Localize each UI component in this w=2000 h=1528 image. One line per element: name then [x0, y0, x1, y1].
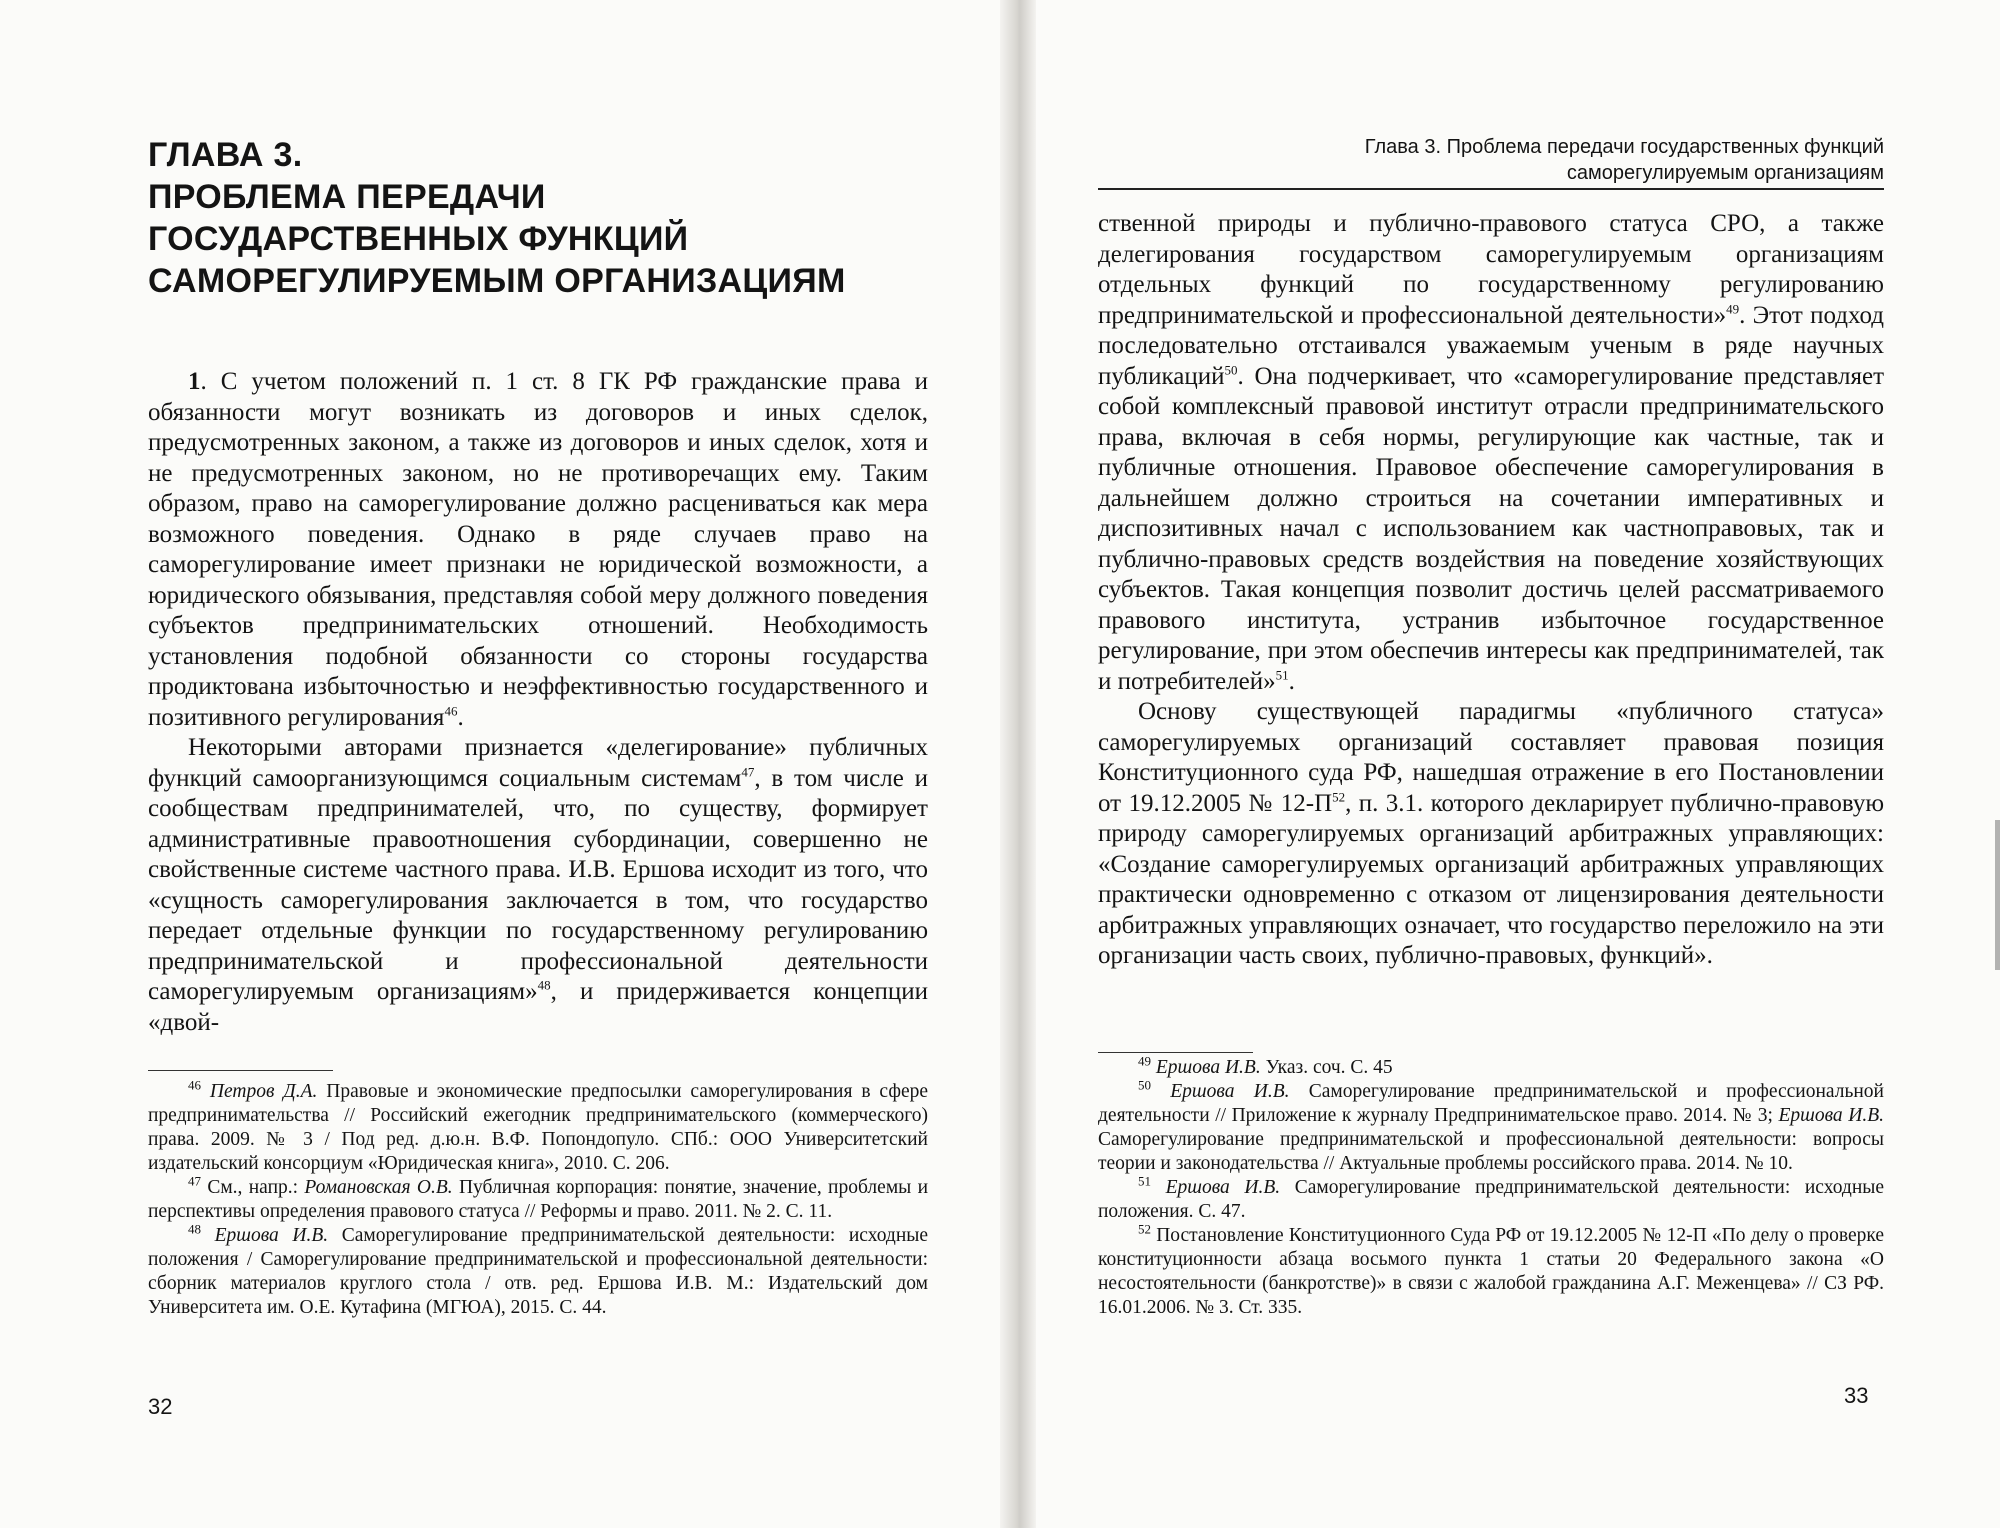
footnote-divider: [1098, 1052, 1253, 1053]
paragraph-text: , в том числе и сообществам предпринимателей, что, по существу, формирует административные правоотношения субординации, совершенно не свойственные системе частного права. И.В. Ершова исходит из того, что «сущность саморегулирования заключается в том, что государство передает отдельные функции по государственному регулированию предпринимательской и профессиональной деятельности саморегулируемым организациям»: [148, 764, 928, 1005]
paragraph-text: Некоторыми авторами признается «делегирование» публичных функций самоорганизующимся социальным системам: [148, 734, 928, 792]
body-paragraph: [148, 733, 928, 1038]
footnote: [1098, 1053, 1884, 1080]
footnote-number: 47: [188, 1173, 201, 1189]
footnote-text: Публичная корпорация: понятие, значение, проблемы и перспективы определения правового статуса // Реформы и право. 2011. № 2. С. 11.: [148, 1177, 929, 1222]
paragraph-text: , и придерживается концепции «двой-: [148, 978, 928, 1036]
footnote-ref[interactable]: 49: [1726, 301, 1740, 317]
footnote-number: 48: [188, 1221, 201, 1237]
footnote-text: Саморегулирование предпринимательской деятельности: исходные положения. С. 47.: [1098, 1177, 1885, 1222]
footnote-number: 46: [188, 1077, 201, 1093]
footnote-text: Указ. соч. С. 45: [1265, 1057, 1393, 1078]
right-footnotes: [1098, 1053, 1885, 1320]
footnote-author: Ершова И.В.: [1155, 1057, 1261, 1078]
footnote-ref[interactable]: 52: [1332, 789, 1346, 805]
paragraph-text: . С учетом положений п. 1 ст. 8 ГК РФ гражданские права и обязанности могут возникать из договоров и иных сделок, предусмотренных законом, а также из договоров и иных сделок, хотя и не предусмотренных законом, но не противоречащих ему. Таким образом, право на саморегулирование должно расцениваться как мера возможного поведения. Однако в ряде случаев право на саморегулирование имеет признаки не юридической возможности, а юридического обязывания, представляя собой меру должного поведения субъектов предпринимательских отношений. Необходимость установления подобной обязанности со стороны государства продиктована избыточностью и неэффективностью государственного и позитивного регулирования: [148, 368, 928, 731]
page-number: 32: [148, 1394, 173, 1419]
footnote-author: Ершова И.В.: [1170, 1081, 1290, 1102]
book-gutter: [1000, 0, 1036, 1528]
right-page: [1036, 0, 2000, 1528]
footnote: [148, 1221, 929, 1320]
left-footnotes: [148, 1077, 929, 1320]
footnote-text: Саморегулирование предпринимательской и профессиональной деятельности: вопросы теории и законодательства // Актуальные проблемы российского права. 2014. № 10.: [1098, 1129, 1884, 1174]
running-head-line: саморегулируемым организациям: [1566, 162, 1884, 184]
footnote-ref[interactable]: 51: [1275, 667, 1289, 683]
footnote-text: Правовые и экономические предпосылки саморегулирования в сфере предпринимательства // Российский ежегодник предпринимательского (коммерческого) права. 2009. № 3 / Под ред. д.ю.н. В.Ф. Попондопуло. СПб.: ООО Университетский издательский консорциум «Юридическая книга», 2010. С. 206.: [148, 1081, 929, 1174]
body-paragraph: 1. С учетом положений п. 1 ст. 8 ГК РФ гражданские права и обязанности могут возникать из договоров и иных сделок, предусмотренных законом, а также из договоров и иных сделок, хотя и не предусмотренных законом, но не противоречащих ему. Таким образом, право на саморегулирование должно расцениваться как мера возможного поведения. Однако в ряде случаев право на саморегулирование имеет признаки не юридической возможности, а юридического обязывания, представляя собой меру должного поведения субъектов предпринимательских отношений. Необходимость установления подобной обязанности со стороны государства продиктована избыточностью и неэффективностью государственного и позитивного регулирования$^{46}$.: [148, 368, 928, 731]
footnote-ref[interactable]: 47: [741, 764, 755, 780]
running-head-line: Глава 3. Проблема передачи государственных функций: [1364, 136, 1884, 158]
body-paragraph: [1098, 697, 1884, 972]
left-body-text: [148, 367, 928, 1038]
footnote-text: Саморегулирование предпринимательской и профессиональной деятельности // Приложение к журналу Предпринимательское право. 2014. № 3;: [1098, 1081, 1884, 1126]
footnote: [148, 1077, 929, 1176]
paragraph-text: , п. 3.1. которого декларирует публично-правовую природу саморегулируемых организаций арбитражных управляющих: «Создание саморегулируемых организаций арбитражных управляющих практически одновременно с отказом от лицензирования деятельности арбитражных управляющих означает, что государство переложило на эти организации часть своих, публично-правовых, функций».: [1098, 789, 1884, 969]
footnote-ref[interactable]: 48: [537, 977, 551, 993]
footnote-number: 52: [1138, 1221, 1151, 1237]
footnote: [1098, 1173, 1885, 1224]
paragraph-text: .: [1288, 667, 1295, 695]
paragraph-text: Основу существующей парадигмы «публичного статуса» саморегулируемых организаций составляет правовая позиция Конституционного суда РФ, нашедшая отражение в его Постановлении от 19.12.2005 № 12-П: [1098, 698, 1884, 817]
footnote-number: 51: [1138, 1173, 1151, 1189]
page-number: 33: [1844, 1383, 1869, 1408]
chapter-title-line: ГЛАВА 3.: [148, 136, 303, 174]
paragraph-text: . Она подчеркивает, что «саморегулирование представляет собой комплексный правовой институт отрасли предпринимательского права, включая в себя нормы, регулирующие как частные, так и публичные отношения. Правовое обеспечение саморегулирования в дальнейшем должно строиться на сочетании императивных и диспозитивных начал с использованием как частноправовых, так и публично-правовых средств воздействия на поведение хозяйствующих субъектов. Такая концепция позволит достичь целей рассматриваемого правового института, устранив избыточное государственное регулирование, при этом обеспечив интересы как предпринимателей, так и потребителей»: [1098, 362, 1884, 695]
paragraph-text: ственной природы и публично-правового статуса СРО, а также делегирования государством саморегулируемым организациям отдельных функций по государственному регулированию предпринимательской и профессиональной деятельности»: [1098, 210, 1884, 329]
footnote-text: Постановление Конституционного Суда РФ от 19.12.2005 № 12-П «По делу о проверке конституционности абзаца восьмого пункта 1 статьи 20 Федерального закона «О несостоятельности (банкротстве)» в связи с жалобой гражданина А.Г. Меженцева» // СЗ РФ. 16.01.2006. № 3. Ст. 335.: [1098, 1225, 1884, 1318]
footnote-number: 49: [1138, 1053, 1151, 1069]
chapter-title-line: САМОРЕГУЛИРУЕМЫМ ОРГАНИЗАЦИЯМ: [148, 262, 846, 300]
footnote-text: Саморегулирование предпринимательской деятельности: исходные положения / Саморегулирование предпринимательской и профессиональной деятельности: сборник материалов круглого стола / отв. ред. Ершова И.В. М.: Издательский дом Университета им. О.Е. Кутафина (МГЮА), 2015. С. 44.: [148, 1225, 929, 1318]
chapter-title-line: ГОСУДАРСТВЕННЫХ ФУНКЦИЙ: [148, 220, 689, 258]
body-paragraph: [1098, 209, 1884, 697]
chapter-title-line: ПРОБЛЕМА ПЕРЕДАЧИ: [148, 178, 546, 216]
right-body-text: [1098, 209, 1884, 972]
footnote-number: 50: [1138, 1077, 1151, 1093]
footnote: [1098, 1221, 1884, 1320]
section-number: 1: [188, 368, 201, 395]
header-divider: [1098, 188, 1884, 190]
footnote: [148, 1173, 929, 1224]
footnote-author: Петров Д.А.: [209, 1081, 318, 1102]
footnote-divider: [148, 1070, 333, 1071]
footnote-author: Ершова И.В.: [214, 1225, 329, 1246]
footnote-author: Ершова И.В.: [1165, 1177, 1281, 1198]
footnote-ref[interactable]: 50: [1224, 362, 1238, 378]
footnote-author: Романовская О.В.: [304, 1177, 453, 1198]
chapter-title: [148, 134, 888, 302]
running-head: [1098, 134, 1884, 186]
footnote: [1098, 1077, 1884, 1176]
footnote-prefix: См., напр.:: [207, 1177, 299, 1198]
paragraph-text: . Этот подход последовательно отстаивался уважаемым ученым в ряде научных публикаций: [1098, 301, 1885, 390]
footnote-author: Ершова И.В.: [1778, 1105, 1884, 1126]
footnote-ref[interactable]: 46: [444, 703, 458, 719]
